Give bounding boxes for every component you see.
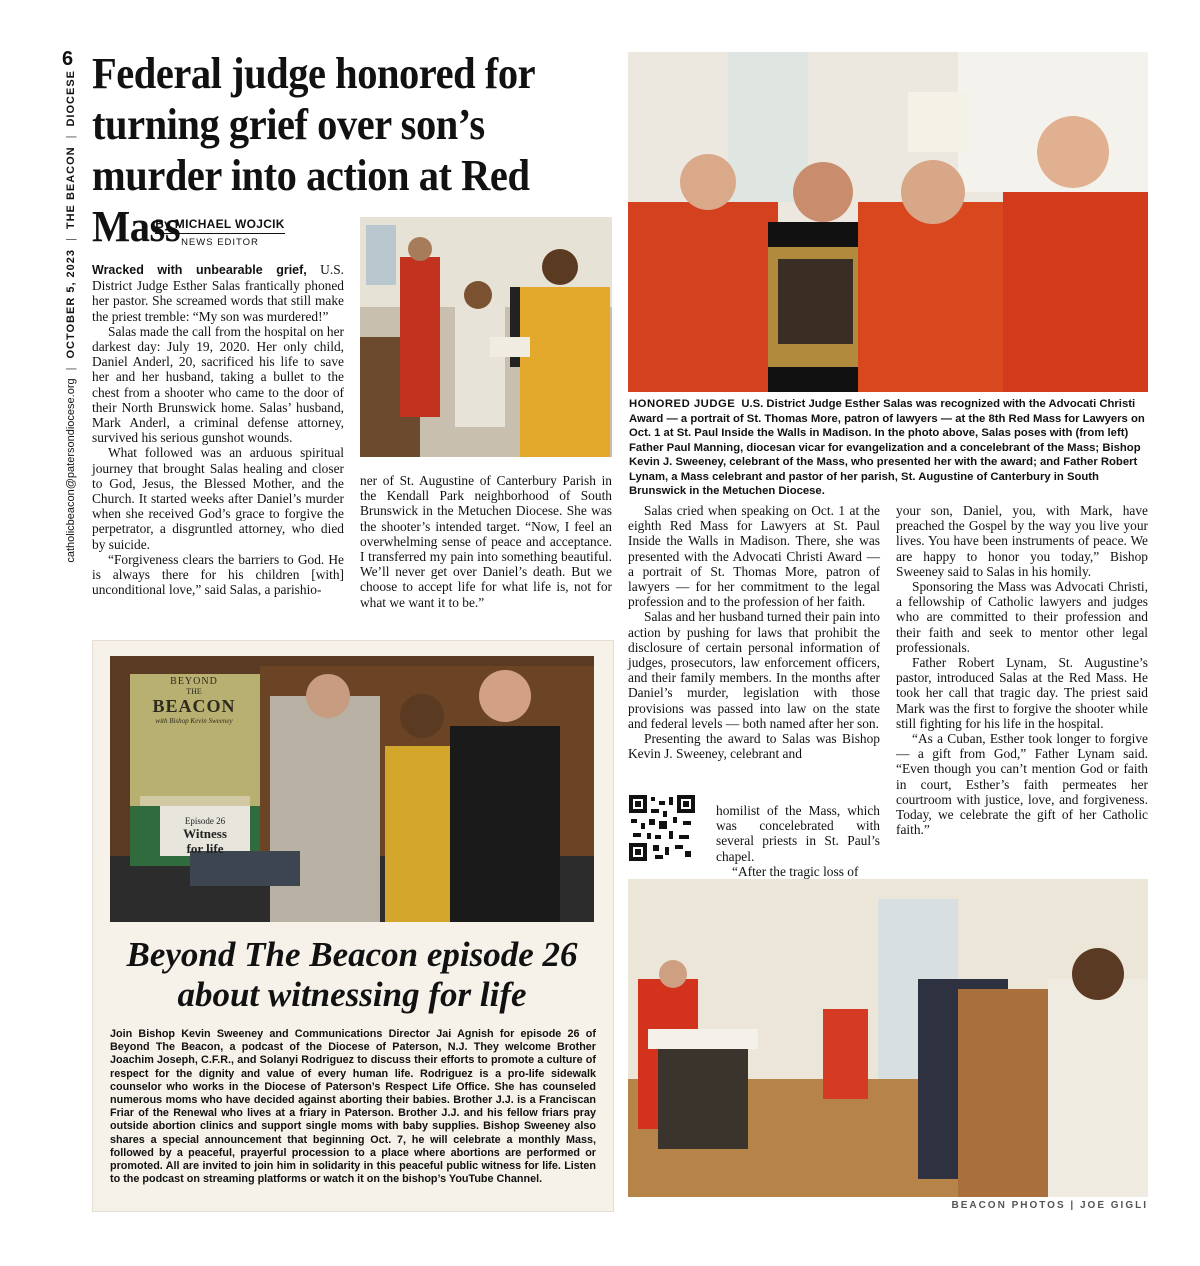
paragraph: Presenting the award to Salas was Bishop Kevin J. Sweeney, celebrant and [628,731,880,762]
sign-beacon: BEACON [152,696,236,716]
chapel-mass-photo [628,879,1148,1197]
paragraph: Salas and her husband turned their pain into action by pushing for laws that prohibit the disclosure of certain personal information of judges, prosecutors, law enforcement officers, and their family members. In the months after Daniel’s murder, legislation with those provisions was passed into law on the state and federal levels — both named after her son. [628,609,880,731]
main-award-photo-illustration [628,52,1148,392]
podcast-photo [110,656,594,922]
caption-label: HONORED JUDGE [629,398,736,410]
podcast-promo-body: Join Bishop Kevin Sweeney and Communications Director Jai Agnish for episode 26 of Beyond The Beacon, a podcast of the Diocese of Paterson, N.J. They welcome Brother Joachim Joseph, C.F.R., and Solanyi Rodriguez to discuss their efforts to promote a culture of respect for the dignity and value of every human life. Rodriguez is a pro-life sidewalk counselor who works in the Diocese of Paterson’s Respect Life Office. She has counseled numerous moms who have decided against aborting their babies. Brother J.J. is a Franciscan Friar of the Renewal who lives at a friary in Paterson. Brother J.J. and his fellow friars pray outside abortion clinics and support single moms with baby supplies. Bishop Sweeney also shares a special announcement that beginning Oct. 7, he will celebrate a monthly Mass, followed by a peaceful, prayerful procession to a place where abortions are performed or promoted. All are invited to join him in solidarity in this peaceful public witness for life. Listen to the podcast on streaming platforms or watch it on the bishop’s YouTube Channel. [110,1028,596,1186]
sign-beyond: BEYOND [170,676,218,687]
paragraph: What followed was an arduous spiritual journey that brought Salas healing and closer to God, Jesus, the Blessed Mother, and the Church. It started weeks after Daniel’s murder when she received God’s grace to forgive the perpetrator, a disgruntled attorney, who died by suicide. [92,445,344,552]
podcast-sign [134,676,254,725]
paragraph: ner of St. Augustine of Canterbury Parish in the Kendall Park neighborhood of South Brunswick in the Metuchen Diocese. She was the shooter’s intended target. “Now, I feel an overwhelming sense of peace and acceptance. I transferred my pain into something beautiful. We’ll never get over Daniel’s death. But we choose to accept life for what life is, not for what we want it to be.” [360,473,612,610]
sidebar-publication: THE BEACON [65,146,77,230]
episode-card [162,816,248,856]
paragraph: “Forgiveness clears the barriers to God. He is always there for his children [with] unconditional love,” said Salas, a parishio- [92,551,344,598]
byline-title: NEWS EDITOR [181,237,259,248]
byline [120,215,320,248]
article-column-3-wrap [716,803,880,879]
chapel-mass-photo-illustration [628,879,1148,1197]
episode-topic-1: Witness [183,826,227,841]
paragraph: Father Robert Lynam, St. Augustine’s pastor, introduced Salas at the Red Mass. He took her call that tragic day. The priest said Mark was the first to forgive the shooter while still fighting for his life in the hospital. [896,655,1148,731]
lead-in: Wracked with unbearable grief, [92,263,307,277]
article-headline: Federal judge honored for turning grief over son’s murder into action at Red Mass [92,49,535,251]
article-column-1 [92,262,344,597]
podcast-promo-title: Beyond The Beacon episode 26 about witnessing for life [126,935,578,1014]
sidebar-date: OCTOBER 5, 2023 [65,248,77,359]
procession-photo-illustration [360,217,612,457]
caption-text: U.S. District Judge Esther Salas was recognized with the Advocati Christi Award — a portrait of St. Thomas More, patron of lawyers — at the 8th Red Mass for Lawyers on Oct. 1 at St. Paul Inside the Walls in Madison. In the photo above, Salas poses with (from left) Father Paul Manning, diocesan vicar for evangelization and a concelebrant of the Mass; Bishop Kevin J. Sweeney, celebrant of the Mass, who presented her with the award; and Father Robert Lynam, a Mass celebrant and pastor of her parish, St. Augustine of Canterbury in South Brunswick in the Metuchen Diocese. [629,398,1145,497]
paragraph: your son, Daniel, you, with Mark, have preached the Gospel by the way you live your lives. You have been instruments of peace. We are happy to honor you today,” Bishop Sweeney said to Salas in his homily. [896,503,1148,579]
article-column-3 [628,503,880,761]
sign-host: with Bishop Kevin Sweeney [155,717,233,725]
paragraph: “As a Cuban, Esther took longer to forgive — a gift from God,” Father Lynam said. “Even though you can’t mention God or faith in court, Esther’s faith permeates her courtroom with justice, love, and forgiveness. Today, we celebrate the gift of her Catholic faith.” [896,731,1148,838]
photo-credit: BEACON PHOTOS | JOE GIGLI [951,1200,1148,1211]
paragraph: “After the tragic loss of [732,863,859,879]
sidebar-section: DIOCESE [65,70,77,127]
main-photo-caption [629,397,1148,499]
sidebar-email: catholicbeacon@patersondiocese.org [65,378,77,563]
paragraph: U.S. District Judge Esther Salas frantically phoned her pastor. She screamed words that still make the priest tremble: “My son was murdered!” [92,262,344,324]
procession-photo [360,217,612,457]
paragraph: Salas cried when speaking on Oct. 1 at the eighth Red Mass for Lawyers at St. Paul Inside the Walls in Madison. There, she was presented with the Advocati Christi Award — a portrait of St. Thomas More, patron of lawyers — for her commitment to the legal profession and to the profession of her faith. [628,503,880,610]
episode-number: Episode 26 [184,816,226,826]
article-column-2 [360,473,612,610]
article-column-4 [896,503,1148,837]
qr-code[interactable] [629,795,695,861]
sidebar-folio: catholicbeacon@patersondiocese.org | OCTOBER 5, 2023 | THE BEACON | DIOCESE [65,70,77,563]
byline-name: By MICHAEL WOJCIK [155,217,285,234]
paragraph: Sponsoring the Mass was Advocati Christi, a fellowship of Catholic lawyers and judges who are committed to their profession and their faith and seek to mentor other legal professionals. [896,579,1148,655]
main-award-photo [628,52,1148,392]
qr-code-icon [629,795,695,861]
episode-topic-2: for life [186,841,224,856]
paragraph: homilist of the Mass, which was concelebrated with several priests in St. Paul’s chapel. [716,803,880,864]
paragraph: Salas made the call from the hospital on her darkest day: July 19, 2020. Her only child, Daniel Anderl, 20, sacrificed his life to save her and her husband, taking a bullet to the chest from a shooter who came to the door of their North Brunswick home. Salas’ husband, Mark Anderl, a criminal defense attorney, survived his serious gunshot wounds. [92,323,344,446]
sign-the: THE [186,687,202,696]
page-number: 6 [62,48,74,70]
